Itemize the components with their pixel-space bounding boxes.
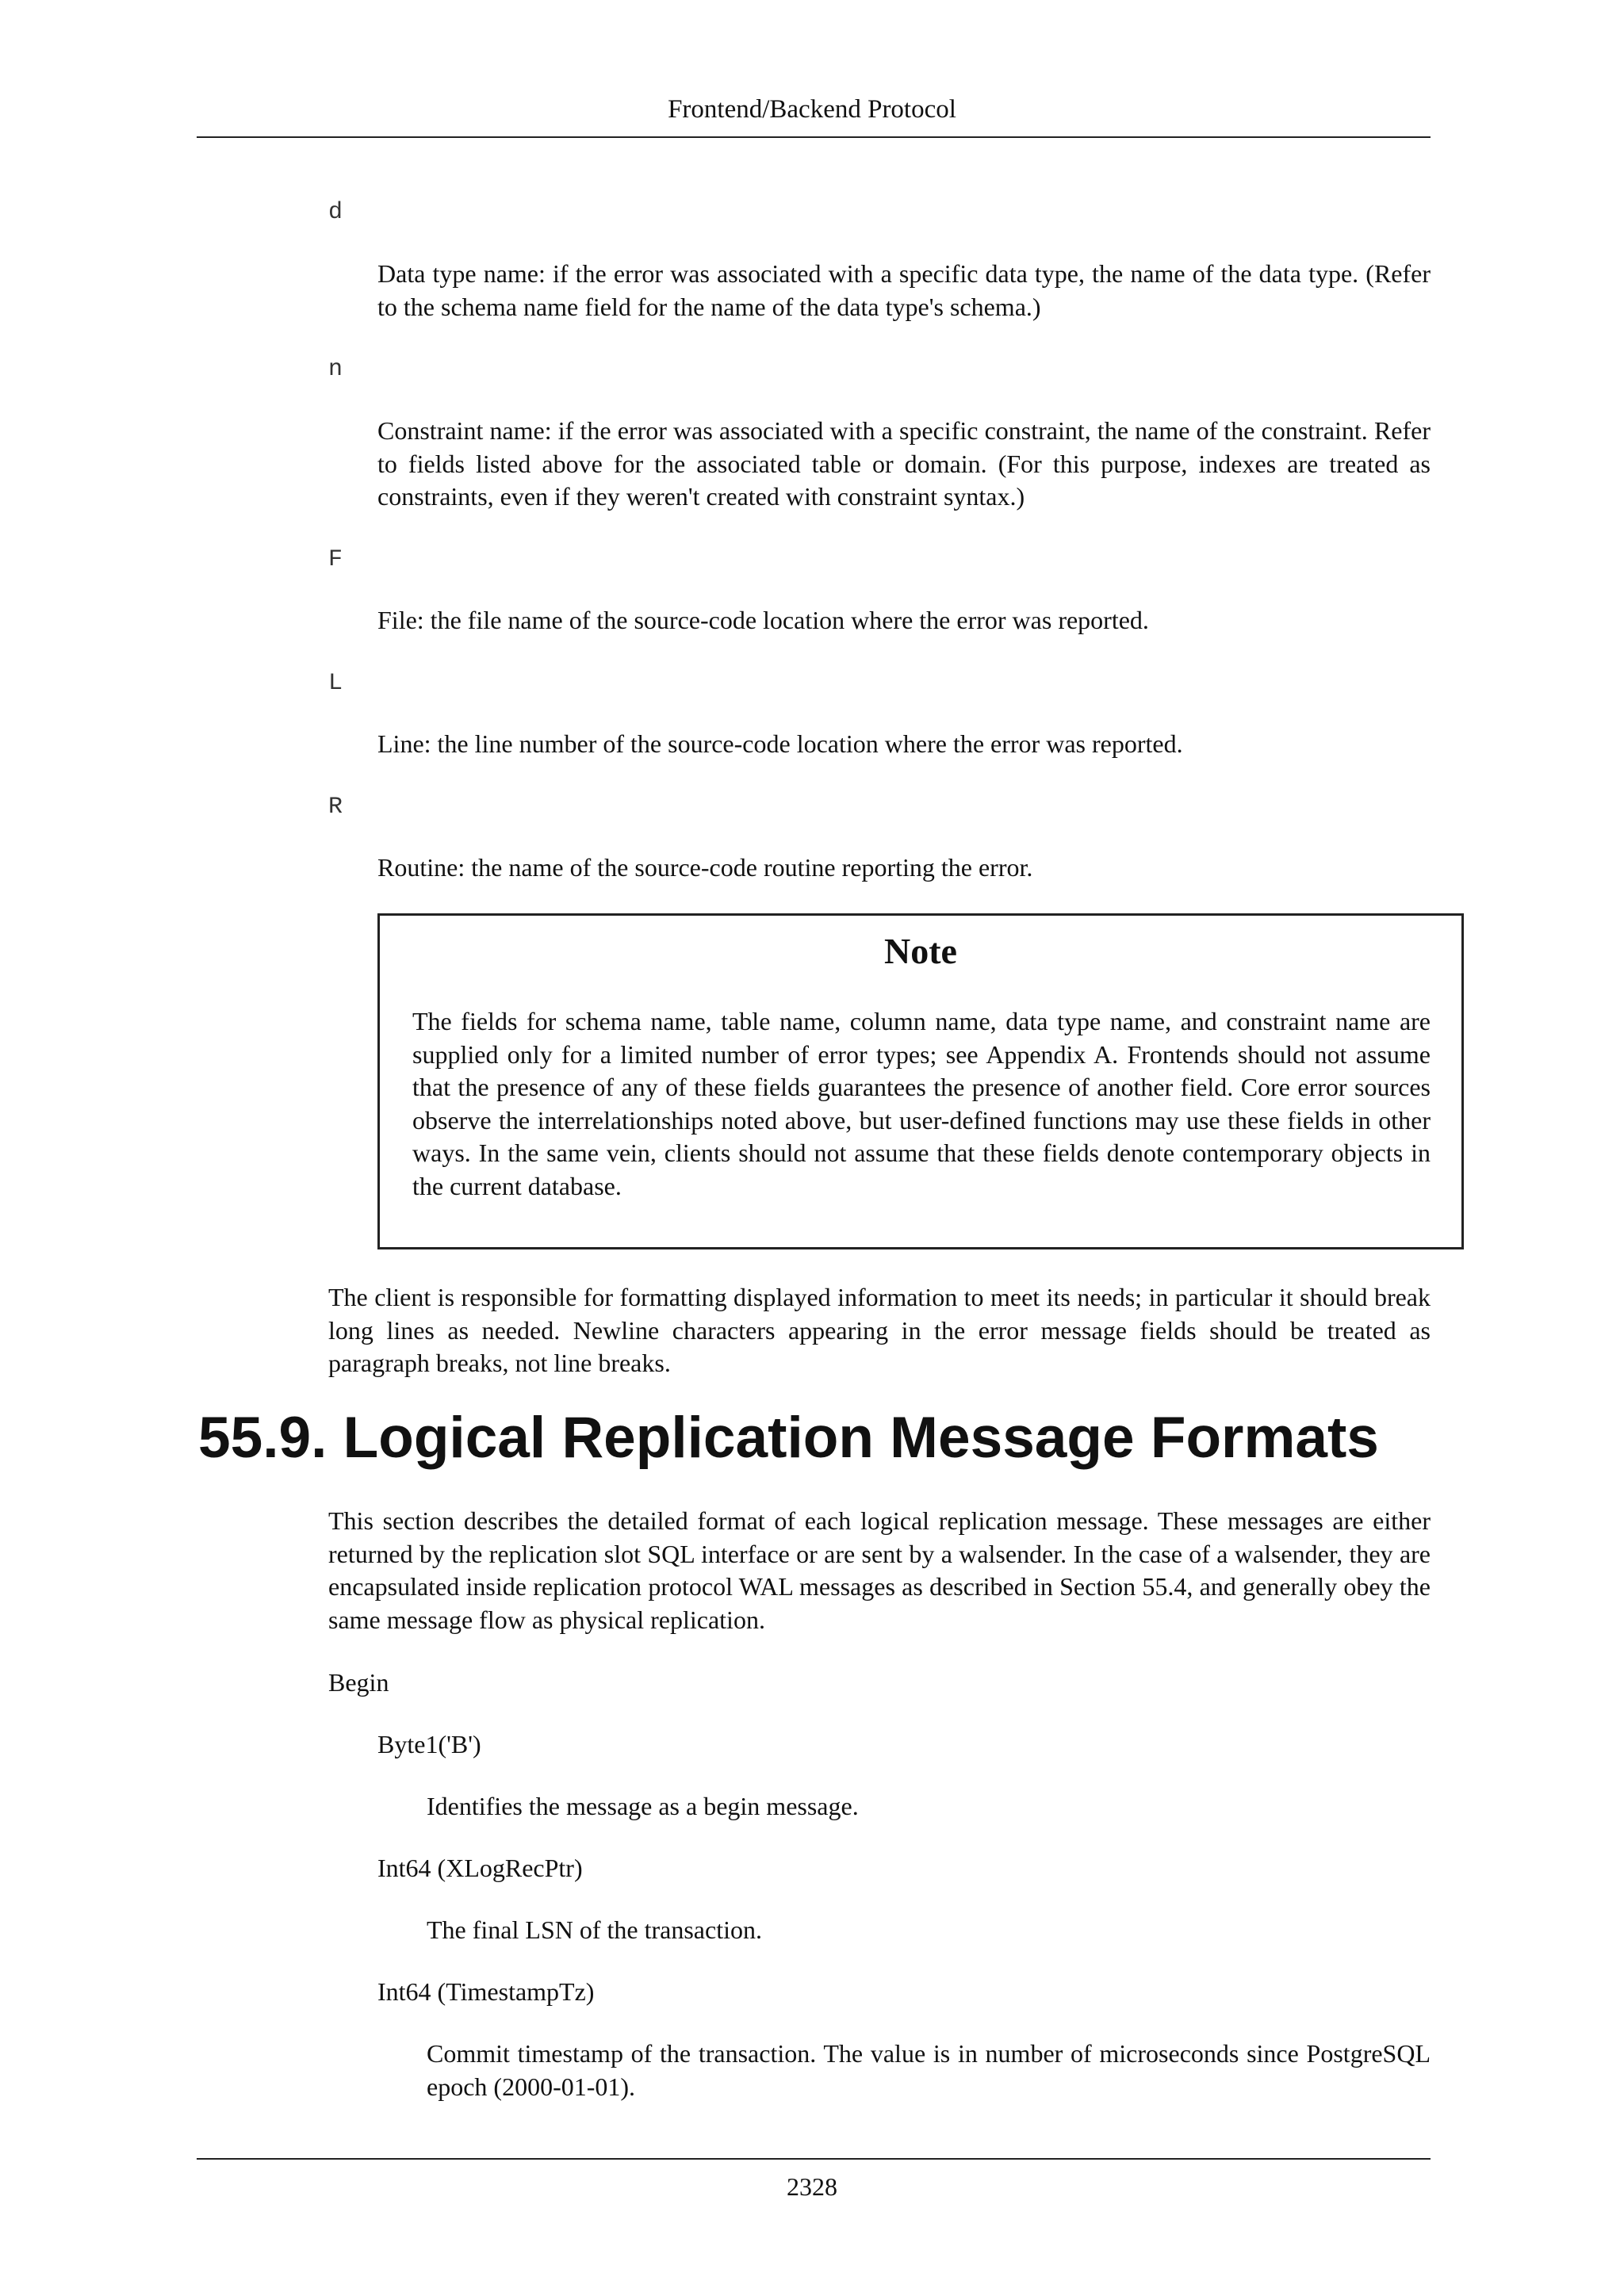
- note-title: Note: [884, 931, 957, 971]
- field-code-n: n: [328, 356, 343, 383]
- section-heading: 55.9. Logical Replication Message Formats: [198, 1406, 1379, 1470]
- note-body: The fields for schema name, table name, column name, data type name, and constraint name are supplied only for a limited number of error types; see Appendix A. Frontends should not assume that the presence of any of these fields guarantees the presence of another field. Core error sources observe the interrelationships noted above, but user-defined functions may use these fields in other ways. In the same vein, clients should not assume that these fields denote contemporary objects in the current database.: [412, 1007, 1431, 1200]
- section-intro: This section describes the detailed format of each logical replication message. These messages are either returned by the replication slot SQL interface or are sent by a walsender. In the case of a walsender, they are encapsulated inside replication protocol WAL messages as described in Section 55.4, and generally obey the same message flow as physical replication.: [328, 1506, 1431, 1634]
- message-field-type: Int64 (TimestampTz): [377, 1977, 595, 2006]
- field-code-d: d: [328, 199, 343, 226]
- page-number: 2328: [787, 2172, 837, 2201]
- footer-rule: [197, 2158, 1431, 2160]
- client-paragraph: The client is responsible for formatting displayed information to meet its needs; in particular it should break long lines as needed. Newline characters appearing in the error message fields should be treated as paragraph breaks, not line breaks.: [328, 1283, 1431, 1377]
- field-description-l: Line: the line number of the source-code location where the error was reported.: [377, 729, 1183, 758]
- field-code-r: R: [328, 794, 343, 821]
- message-field-description: The final LSN of the transaction.: [427, 1915, 762, 1944]
- message-field-description: Commit timestamp of the transaction. The value is in number of microseconds since PostgreSQL epoch (2000-01-01).: [427, 2039, 1431, 2101]
- field-description-d: Data type name: if the error was associated with a specific data type, the name of the data type. (Refer to the schema name field for the name of the data type's schema.): [377, 259, 1431, 321]
- message-field-type: Byte1('B'): [377, 1730, 481, 1758]
- field-code-f: F: [328, 546, 343, 573]
- field-description-f: File: the file name of the source-code location where the error was reported.: [377, 606, 1149, 634]
- field-code-l: L: [328, 670, 343, 697]
- field-description-r: Routine: the name of the source-code routine reporting the error.: [377, 853, 1033, 882]
- message-field-type: Int64 (XLogRecPtr): [377, 1854, 583, 1882]
- message-field-description: Identifies the message as a begin message.: [427, 1792, 859, 1820]
- header-rule: [197, 136, 1431, 138]
- running-header: Frontend/Backend Protocol: [668, 95, 956, 124]
- message-name: Begin: [328, 1668, 389, 1697]
- field-description-n: Constraint name: if the error was associated with a specific constraint, the name of the constraint. Refer to fields listed above for the associated table or domain. (For this purpose, indexes are treated as constraints, even if they weren't created with constraint syntax.): [377, 416, 1431, 511]
